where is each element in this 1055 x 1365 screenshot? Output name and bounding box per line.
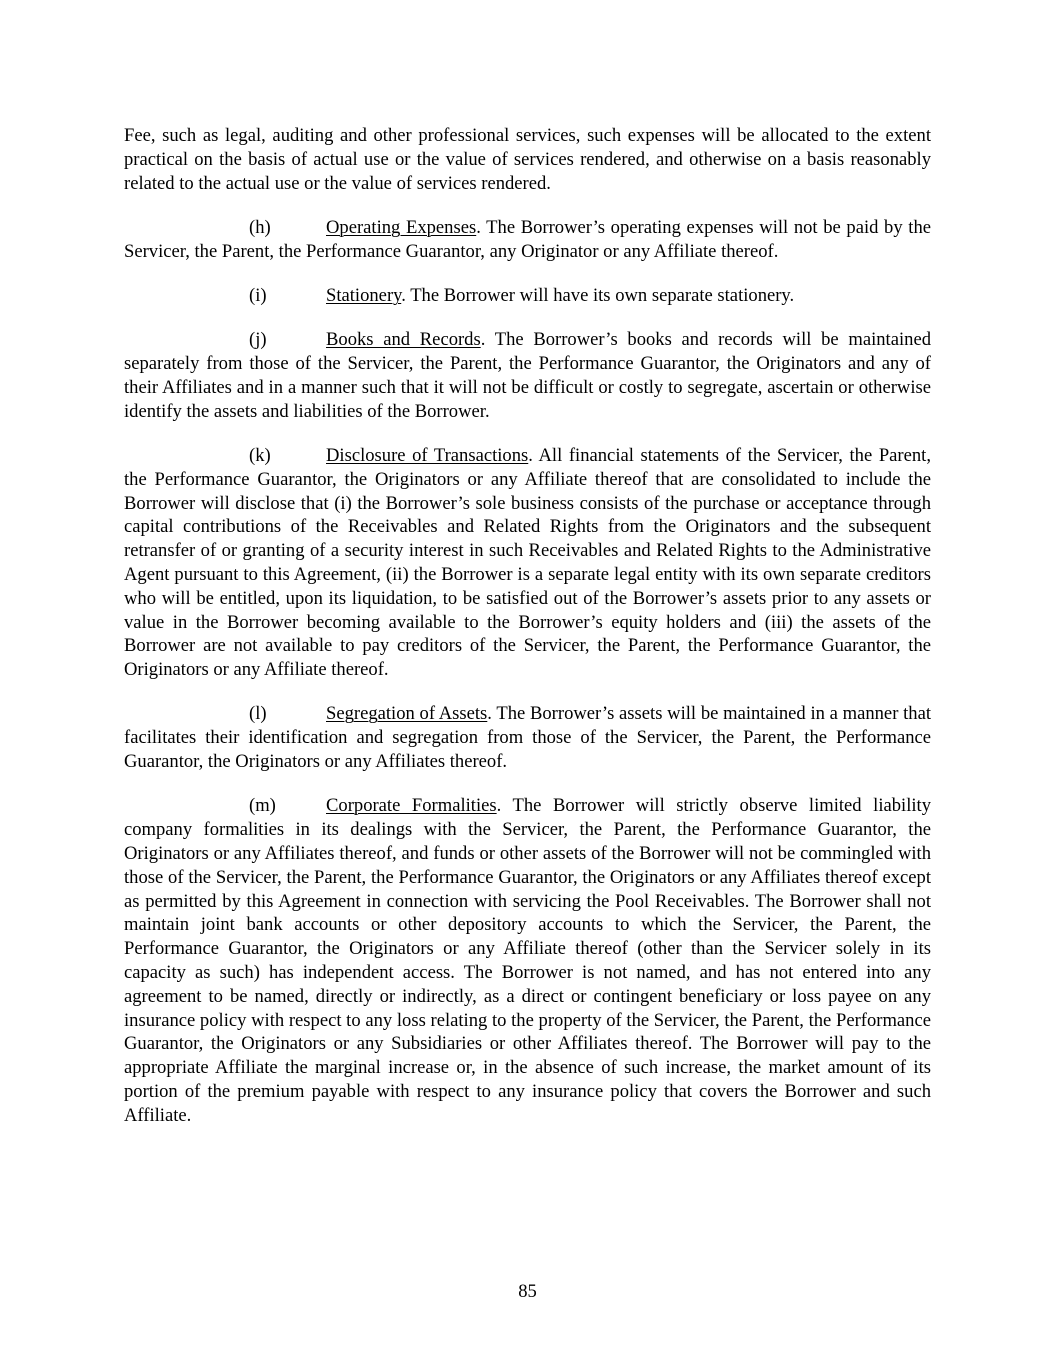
section-m-corporate-formalities — [124, 794, 931, 1127]
page-number: 85 — [518, 1281, 537, 1302]
section-letter: (k) — [249, 444, 271, 466]
section-heading: Corporate Formalities — [326, 795, 497, 817]
section-body: . The Borrower will strictly observe limited liability company formalities in its dealings with the Servicer, the Parent, the Performance Guarantor, the Originators or any Affiliates thereof, and funds or other assets of the Borrower will not be commingled with those of the Servicer, the Parent, the Performance Guarantor, the Originators or any Affiliates thereof except as permitted by this Agreement in connection with servicing the Pool Receivables. The Borrower shall not maintain joint bank accounts or other depository accounts to which the Servicer, the Parent, the Performance Guarantor, the Originators or any Affiliate thereof (other than the Servicer solely in its capacity as such) has independent access. The Borrower is not named, and has not entered into any agreement to be named, directly or indirectly, as a direct or contingent beneficiary or loss payee on any insurance policy with respect to any loss relating to the property of the Servicer, the Parent, the Performance Guarantor, the Originators or any Subsidiaries or other Affiliates thereof. The Borrower will pay to the appropriate Affiliate the marginal increase or, in the absence of such increase, the market amount of its portion of the premium payable with respect to any insurance policy that covers the Borrower and such Affiliate. — [124, 795, 931, 1126]
section-body: . The Borrower’s books and records will be maintained separately from those of the Servicer, the Parent, the Performance Guarantor, the Originators and any of their Affiliates and in a manner such that it will not be difficult or costly to segregate, ascertain or otherwise identify the assets and liabilities of the Borrower. — [124, 329, 931, 422]
section-body: . The Borrower’s operating expenses will not be paid by the Servicer, the Parent, the Performance Guarantor, any Originator or any Affiliate thereof. — [124, 216, 931, 262]
section-letter: (l) — [249, 703, 267, 725]
section-letter: (j) — [249, 329, 267, 351]
section-h-operating-expenses — [124, 216, 931, 264]
section-body: . All financial statements of the Servicer, the Parent, the Performance Guarantor, the Originators or any Affiliate thereof that are consolidated to include the Borrower will disclose that (i) the Borrower’s sole business consists of the purchase or acceptance through capital contributions of the Receivables and Related Rights from the Originators and the subsequent retransfer of or granting of a security interest in such Receivables and Related Rights to the Administrative Agent pursuant to this Agreement, (ii) the Borrower is a separate legal entity with its own separate creditors who will be entitled, upon its liquidation, to be satisfied out of the Borrower’s assets prior to any assets or value in the Borrower becoming available to the Borrower’s equity holders and (iii) the assets of the Borrower are not available to pay creditors of the Servicer, the Parent, the Performance Guarantor, the Originators or any Affiliate thereof. — [124, 444, 931, 681]
document-page — [124, 124, 931, 1148]
section-body: . The Borrower will have its own separate stationery. — [401, 284, 795, 306]
section-k-disclosure-of-transactions — [124, 444, 931, 682]
section-letter: (m) — [249, 795, 276, 817]
section-l-segregation-of-assets — [124, 702, 931, 773]
section-j-books-and-records — [124, 328, 931, 423]
section-heading: Operating Expenses — [326, 216, 477, 238]
section-heading: Books and Records — [326, 329, 481, 351]
section-letter: (h) — [249, 216, 271, 238]
intro-paragraph: Fee, such as legal, auditing and other professional services, such expenses will be allocated to the extent practical on the basis of actual use or the value of services rendered, and otherwise on a basis reasonably related to the actual use or the value of services rendered. — [124, 125, 931, 194]
section-letter: (i) — [249, 284, 267, 306]
section-i-stationery — [124, 284, 931, 308]
section-heading: Disclosure of Transactions — [326, 444, 529, 466]
section-heading: Segregation of Assets — [326, 703, 488, 725]
section-body: . The Borrower’s assets will be maintained in a manner that facilitates their identification and segregation from those of the Servicer, the Parent, the Performance Guarantor, the Originators or any Affiliates thereof. — [124, 703, 931, 773]
section-heading: Stationery — [326, 284, 402, 306]
